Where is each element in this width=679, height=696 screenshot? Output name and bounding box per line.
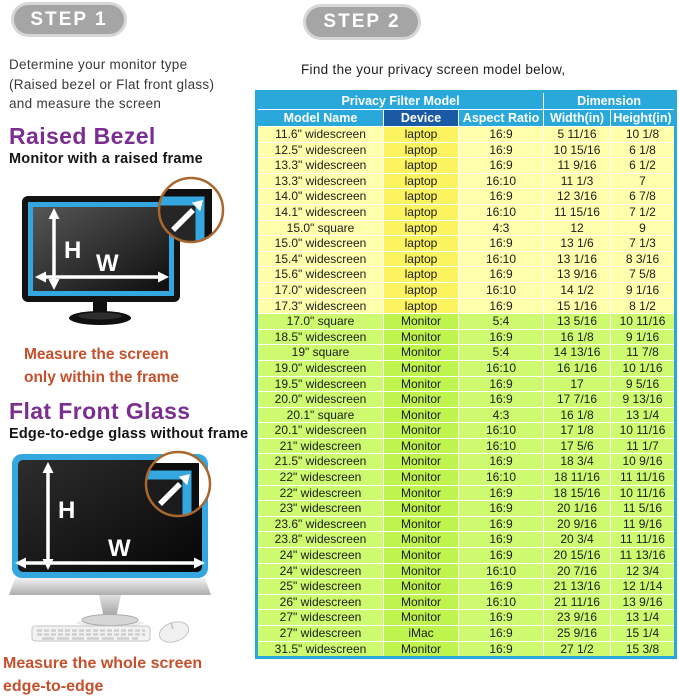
cell-model-name: 25" widescreen: [257, 579, 384, 595]
table-row: [257, 127, 676, 143]
table-row: [257, 189, 676, 205]
group-header-dimension: Dimension: [544, 92, 676, 110]
cell-aspect-ratio: 16:9: [459, 610, 544, 626]
cell-device: Monitor: [384, 641, 459, 658]
cell-model-name: 23.6" widescreen: [257, 516, 384, 532]
cell-height: 13 9/16: [611, 594, 676, 610]
table-row: [257, 610, 676, 626]
cell-width: 27 1/2: [544, 641, 611, 658]
cell-device: Monitor: [384, 501, 459, 517]
cell-device: Monitor: [384, 314, 459, 330]
table-row: [257, 173, 676, 189]
cell-device: laptop: [384, 189, 459, 205]
cell-device: Monitor: [384, 438, 459, 454]
corner-magnifier-icon: [145, 451, 211, 517]
cell-aspect-ratio: 16:9: [459, 376, 544, 392]
cell-height: 7 1/2: [611, 204, 676, 220]
model-table-body: [257, 127, 676, 658]
height-label: H: [58, 497, 76, 524]
cell-width: 17: [544, 376, 611, 392]
cell-device: Monitor: [384, 563, 459, 579]
cell-width: 14 13/16: [544, 345, 611, 361]
cell-aspect-ratio: 16:9: [459, 548, 544, 564]
cell-model-name: 26" widescreen: [257, 594, 384, 610]
caption-line: edge-to-edge: [3, 678, 104, 696]
step1-badge: STEP 1: [14, 5, 124, 34]
cell-height: 9 13/16: [611, 392, 676, 408]
cell-model-name: 27" widescreen: [257, 610, 384, 626]
mouse-icon: [157, 618, 191, 645]
cell-aspect-ratio: 16:10: [459, 594, 544, 610]
cell-model-name: 15.6" widescreen: [257, 267, 384, 283]
table-row: [257, 236, 676, 252]
table-row: [257, 470, 676, 486]
cell-aspect-ratio: 16:9: [459, 626, 544, 642]
cell-aspect-ratio: 16:10: [459, 360, 544, 376]
raised-bezel-subtitle: Monitor with a raised frame: [9, 151, 203, 167]
cell-aspect-ratio: 16:9: [459, 127, 544, 143]
cell-height: 11 11/16: [611, 470, 676, 486]
group-header-row: [257, 92, 676, 110]
cell-aspect-ratio: 4:3: [459, 407, 544, 423]
cell-aspect-ratio: 16:10: [459, 563, 544, 579]
cell-aspect-ratio: 16:9: [459, 189, 544, 205]
cell-width: 16 1/8: [544, 407, 611, 423]
cell-width: 25 9/16: [544, 626, 611, 642]
cell-aspect-ratio: 16:10: [459, 251, 544, 267]
col-header-aspect-ratio: Aspect Ratio: [459, 110, 544, 127]
table-row: [257, 594, 676, 610]
flat-front-glass-caption: [3, 652, 202, 696]
cell-aspect-ratio: 16:9: [459, 267, 544, 283]
caption-line: only within the frame: [24, 369, 180, 387]
cell-width: 5 11/16: [544, 127, 611, 143]
table-row: [257, 282, 676, 298]
table-row: [257, 142, 676, 158]
cell-width: 13 9/16: [544, 267, 611, 283]
cell-device: Monitor: [384, 423, 459, 439]
flat-front-glass-subtitle: Edge-to-edge glass without frame: [9, 426, 249, 442]
raised-bezel-title: Raised Bezel: [9, 123, 156, 149]
table-row: [257, 376, 676, 392]
cell-model-name: 13.3" widescreen: [257, 158, 384, 174]
group-header-privacy-filter-model: Privacy Filter Model: [257, 92, 544, 110]
step2-intro: Find the your privacy screen model below,: [301, 62, 566, 77]
step1-intro-line1: Determine your monitor type: [9, 57, 188, 72]
cell-model-name: 14.0" widescreen: [257, 189, 384, 205]
cell-device: Monitor: [384, 548, 459, 564]
cell-device: Monitor: [384, 376, 459, 392]
cell-device: Monitor: [384, 470, 459, 486]
col-header-height: Height(in): [611, 110, 676, 127]
table-row: [257, 438, 676, 454]
cell-height: 15 3/8: [611, 641, 676, 658]
cell-device: Monitor: [384, 594, 459, 610]
table-row: [257, 314, 676, 330]
cell-aspect-ratio: 16:10: [459, 173, 544, 189]
table-row: [257, 345, 676, 361]
cell-device: laptop: [384, 251, 459, 267]
cell-device: Monitor: [384, 579, 459, 595]
cell-width: 11 15/16: [544, 204, 611, 220]
cell-width: 21 13/16: [544, 579, 611, 595]
cell-model-name: 17.0" widescreen: [257, 282, 384, 298]
cell-device: laptop: [384, 298, 459, 314]
cell-height: 11 7/8: [611, 345, 676, 361]
cell-height: 9 1/16: [611, 282, 676, 298]
cell-height: 8 3/16: [611, 251, 676, 267]
monitor-stand: [69, 302, 131, 325]
cell-height: 9: [611, 220, 676, 236]
cell-height: 9 5/16: [611, 376, 676, 392]
cell-width: 20 7/16: [544, 563, 611, 579]
cell-height: 10 1/16: [611, 360, 676, 376]
cell-height: 7 5/8: [611, 267, 676, 283]
cell-width: 11 1/3: [544, 173, 611, 189]
cell-device: laptop: [384, 220, 459, 236]
cell-width: 15 1/16: [544, 298, 611, 314]
flat-front-glass-title: Flat Front Glass: [9, 398, 191, 424]
cell-model-name: 11.6" widescreen: [257, 127, 384, 143]
table-row: [257, 298, 676, 314]
cell-model-name: 19.0" widescreen: [257, 360, 384, 376]
table-row: [257, 360, 676, 376]
table-row: [257, 641, 676, 658]
table-row: [257, 392, 676, 408]
cell-aspect-ratio: 16:10: [459, 470, 544, 486]
cell-model-name: 17.3" widescreen: [257, 298, 384, 314]
cell-height: 10 9/16: [611, 454, 676, 470]
cell-model-name: 15.4" widescreen: [257, 251, 384, 267]
cell-model-name: 31.5" widescreen: [257, 641, 384, 658]
cell-aspect-ratio: 16:10: [459, 438, 544, 454]
cell-height: 12 1/14: [611, 579, 676, 595]
cell-aspect-ratio: 16:9: [459, 485, 544, 501]
cell-height: 11 13/16: [611, 548, 676, 564]
table-row: [257, 423, 676, 439]
cell-width: 17 5/6: [544, 438, 611, 454]
cell-device: laptop: [384, 158, 459, 174]
cell-width: 23 9/16: [544, 610, 611, 626]
cell-height: 6 1/8: [611, 142, 676, 158]
cell-model-name: 27" widescreen: [257, 626, 384, 642]
cell-height: 6 7/8: [611, 189, 676, 205]
table-row: [257, 626, 676, 642]
cell-aspect-ratio: 16:9: [459, 329, 544, 345]
cell-aspect-ratio: 16:9: [459, 236, 544, 252]
cell-device: Monitor: [384, 610, 459, 626]
step2-badge: STEP 2: [306, 7, 418, 37]
cell-model-name: 21.5" widescreen: [257, 454, 384, 470]
cell-width: 12: [544, 220, 611, 236]
cell-aspect-ratio: 16:9: [459, 454, 544, 470]
table-row: [257, 220, 676, 236]
cell-width: 16 1/8: [544, 329, 611, 345]
cell-model-name: 20.1" widescreen: [257, 423, 384, 439]
cell-device: Monitor: [384, 532, 459, 548]
cell-width: 13 5/16: [544, 314, 611, 330]
cell-aspect-ratio: 16:9: [459, 298, 544, 314]
step1-intro-line2: (Raised bezel or Flat front glass): [9, 76, 215, 92]
cell-device: laptop: [384, 236, 459, 252]
cell-device: laptop: [384, 142, 459, 158]
cell-width: 20 9/16: [544, 516, 611, 532]
cell-height: 11 11/16: [611, 532, 676, 548]
table-row: [257, 267, 676, 283]
cell-width: 20 3/4: [544, 532, 611, 548]
col-header-model-name: Model Name: [257, 110, 384, 127]
cell-device: Monitor: [384, 392, 459, 408]
cell-aspect-ratio: 16:9: [459, 516, 544, 532]
cell-height: 9 1/16: [611, 329, 676, 345]
cell-height: 12 3/4: [611, 563, 676, 579]
cell-width: 13 1/6: [544, 236, 611, 252]
cell-height: 11 5/16: [611, 501, 676, 517]
cell-device: Monitor: [384, 516, 459, 532]
caption-line: Measure the whole screen: [3, 655, 203, 672]
cell-aspect-ratio: 5:4: [459, 345, 544, 361]
cell-model-name: 19" square: [257, 345, 384, 361]
caption-line: Measure the screen: [24, 346, 169, 363]
cell-aspect-ratio: 16:9: [459, 641, 544, 658]
cell-model-name: 22" widescreen: [257, 470, 384, 486]
step1-intro-line3: and measure the screen: [9, 96, 162, 112]
width-label: W: [108, 535, 131, 562]
cell-model-name: 18.5" widescreen: [257, 329, 384, 345]
cell-device: Monitor: [384, 345, 459, 361]
cell-aspect-ratio: 16:9: [459, 532, 544, 548]
cell-model-name: 19.5" widescreen: [257, 376, 384, 392]
cell-device: Monitor: [384, 485, 459, 501]
cell-model-name: 23.8" widescreen: [257, 532, 384, 548]
cell-width: 20 1/16: [544, 501, 611, 517]
cell-width: 14 1/2: [544, 282, 611, 298]
cell-height: 10 11/16: [611, 423, 676, 439]
monitor-chin-and-stand: [9, 578, 211, 627]
cell-device: Monitor: [384, 454, 459, 470]
cell-model-name: 13.3" widescreen: [257, 173, 384, 189]
cell-width: 17 1/8: [544, 423, 611, 439]
table-row: [257, 485, 676, 501]
step1-intro: [9, 55, 214, 114]
cell-width: 17 7/16: [544, 392, 611, 408]
table-row: [257, 204, 676, 220]
cell-height: 11 9/16: [611, 516, 676, 532]
cell-width: 21 11/16: [544, 594, 611, 610]
cell-device: laptop: [384, 267, 459, 283]
height-label: H: [64, 237, 82, 264]
table-row: [257, 563, 676, 579]
table-row: [257, 251, 676, 267]
cell-aspect-ratio: 16:9: [459, 142, 544, 158]
cell-width: 18 11/16: [544, 470, 611, 486]
cell-height: 7 1/3: [611, 236, 676, 252]
cell-height: 13 1/4: [611, 610, 676, 626]
cell-width: 16 1/16: [544, 360, 611, 376]
cell-device: Monitor: [384, 407, 459, 423]
table-row: [257, 516, 676, 532]
cell-aspect-ratio: 16:9: [459, 392, 544, 408]
privacy-filter-table-wrap: [255, 90, 677, 659]
cell-model-name: 24" widescreen: [257, 563, 384, 579]
cell-model-name: 23" widescreen: [257, 501, 384, 517]
cell-model-name: 22" widescreen: [257, 485, 384, 501]
keyboard-icon: [32, 626, 150, 641]
cell-width: 13 1/16: [544, 251, 611, 267]
cell-height: 10 1/8: [611, 127, 676, 143]
table-row: [257, 158, 676, 174]
cell-model-name: 21" widescreen: [257, 438, 384, 454]
raised-bezel-monitor-illustration: [8, 166, 240, 342]
cell-device: laptop: [384, 204, 459, 220]
raised-bezel-caption: [24, 343, 179, 390]
table-row: [257, 329, 676, 345]
cell-width: 10 15/16: [544, 142, 611, 158]
cell-aspect-ratio: 5:4: [459, 314, 544, 330]
cell-device: Monitor: [384, 329, 459, 345]
table-row: [257, 532, 676, 548]
col-header-device: Device: [384, 110, 459, 127]
cell-device: laptop: [384, 173, 459, 189]
cell-height: 6 1/2: [611, 158, 676, 174]
corner-magnifier-icon: [158, 177, 224, 243]
cell-width: 18 15/16: [544, 485, 611, 501]
cell-aspect-ratio: 16:9: [459, 579, 544, 595]
cell-aspect-ratio: 16:10: [459, 282, 544, 298]
cell-device: laptop: [384, 282, 459, 298]
table-row: [257, 579, 676, 595]
cell-height: 11 1/7: [611, 438, 676, 454]
privacy-filter-table: [255, 90, 677, 659]
cell-height: 7: [611, 173, 676, 189]
table-row: [257, 501, 676, 517]
table-row: [257, 407, 676, 423]
cell-height: 13 1/4: [611, 407, 676, 423]
width-label: W: [96, 250, 119, 277]
cell-width: 12 3/16: [544, 189, 611, 205]
cell-aspect-ratio: 16:9: [459, 158, 544, 174]
cell-aspect-ratio: 4:3: [459, 220, 544, 236]
flat-front-glass-monitor-illustration: [2, 448, 242, 646]
column-header-row: [257, 110, 676, 127]
cell-height: 8 1/2: [611, 298, 676, 314]
cell-model-name: 12.5" widescreen: [257, 142, 384, 158]
cell-height: 10 11/16: [611, 485, 676, 501]
cell-model-name: 14.1" widescreen: [257, 204, 384, 220]
cell-width: 20 15/16: [544, 548, 611, 564]
cell-model-name: 17.0" square: [257, 314, 384, 330]
cell-model-name: 15.0" widescreen: [257, 236, 384, 252]
cell-width: 11 9/16: [544, 158, 611, 174]
col-header-width: Width(in): [544, 110, 611, 127]
cell-aspect-ratio: 16:10: [459, 204, 544, 220]
table-row: [257, 548, 676, 564]
cell-model-name: 20.1" square: [257, 407, 384, 423]
cell-aspect-ratio: 16:9: [459, 501, 544, 517]
cell-height: 15 1/4: [611, 626, 676, 642]
cell-device: iMac: [384, 626, 459, 642]
cell-device: Monitor: [384, 360, 459, 376]
cell-aspect-ratio: 16:10: [459, 423, 544, 439]
cell-model-name: 20.0" widescreen: [257, 392, 384, 408]
table-row: [257, 454, 676, 470]
cell-model-name: 24" widescreen: [257, 548, 384, 564]
cell-device: laptop: [384, 127, 459, 143]
cell-width: 18 3/4: [544, 454, 611, 470]
cell-model-name: 15.0" square: [257, 220, 384, 236]
cell-height: 10 11/16: [611, 314, 676, 330]
